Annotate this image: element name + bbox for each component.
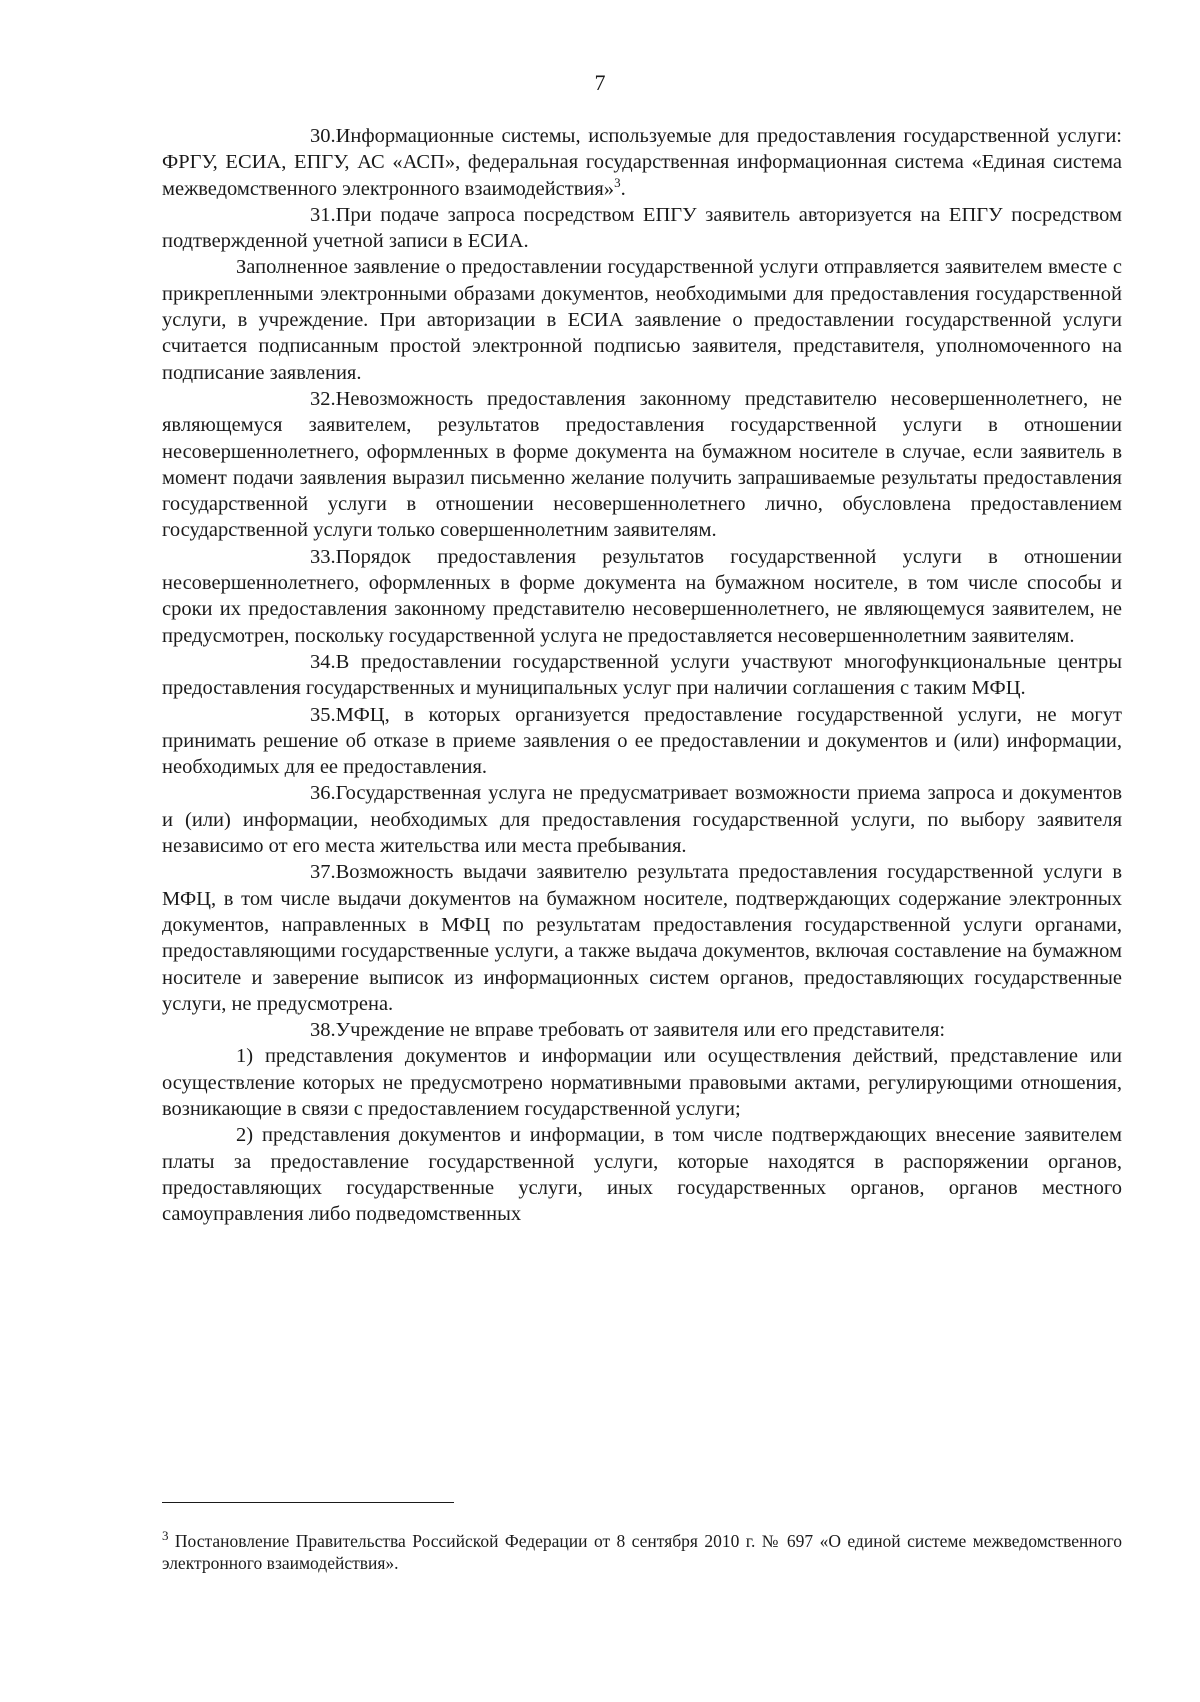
footnote-text: Постановление Правительства Российской Федерации от 8 сентября 2010 г. № 697 «О единой системе межведомственного электронного взаимодействия». bbox=[162, 1531, 1122, 1573]
paragraph-tail: . bbox=[620, 177, 626, 200]
paragraph-number: 33. bbox=[310, 545, 336, 568]
paragraph-number: 30. bbox=[310, 125, 336, 147]
paragraph-text: Учреждение не вправе требовать от заявителя или его представителя: bbox=[335, 1019, 946, 1042]
paragraph-text: Возможность выдачи заявителю результата предоставления государственной услуги в МФЦ, в том числе выдачи документов на бумажном носителе, подтверждающих содержание электронных документов, направленных в МФЦ по результатам предоставления государственной услуги органами, предоставляющими государственные услуги, а также выдача документов, включая составление на бумажном носителе и заверение выписок из информационных систем органов, предоставляющих государственные услуги, не предусмотрена. bbox=[162, 861, 1122, 1015]
paragraph-number: 35. bbox=[310, 703, 336, 726]
paragraph-36 bbox=[162, 780, 1122, 859]
paragraph-text: В предоставлении государственной услуги участвуют многофункциональные центры предоставления государственных и муниципальных услуг при наличии соглашения с таким МФЦ. bbox=[162, 650, 1122, 700]
paragraph-37 bbox=[162, 859, 1122, 1017]
paragraph-number: 31. bbox=[310, 203, 336, 226]
list-item-text: 2) представления документов и информации, в том числе подтверждающих внесение заявителем платы за предоставление государственной услуги, которые находятся в распоряжении органов, предоставляющих государственные услуги, иных государственных органов, органов местного самоуправления либо подведомственных bbox=[162, 1124, 1122, 1226]
paragraph-number: 34. bbox=[310, 650, 336, 673]
list-item-1 bbox=[162, 1043, 1122, 1122]
paragraph-31 bbox=[162, 202, 1122, 255]
paragraph-30 bbox=[162, 123, 1122, 202]
paragraph-text: Заполненное заявление о предоставлении государственной услуги отправляется заявителем вместе с прикрепленными электронными образами документов, необходимыми для предоставления государственной услуги, в учреждение. При авторизации в ЕСИА заявление о предоставлении государственной услуги считается подписанным простой электронной подписью заявителя, представителя, уполномоченного на подписание заявления. bbox=[162, 256, 1122, 384]
paragraph-35 bbox=[162, 702, 1122, 781]
footnote-mark: 3 bbox=[162, 1528, 169, 1544]
footnote-reference: 3 bbox=[614, 174, 621, 190]
document-body bbox=[162, 123, 1122, 1227]
paragraph-31-continued bbox=[162, 254, 1122, 385]
paragraph-number: 36. bbox=[310, 782, 336, 805]
paragraph-32 bbox=[162, 386, 1122, 544]
paragraph-34 bbox=[162, 649, 1122, 702]
paragraph-text: МФЦ, в которых организуется предоставление государственной услуги, не могут принимать решение об отказе в приеме заявления о ее предоставлении и документов и (или) информации, необходимых для ее предоставления. bbox=[162, 703, 1122, 779]
paragraph-number: 38. bbox=[310, 1019, 336, 1042]
list-item-2 bbox=[162, 1122, 1122, 1227]
footnote-divider bbox=[162, 1502, 454, 1503]
paragraph-text: Невозможность предоставления законному представителю несовершеннолетнего, не являющемуся заявителем, результатов предоставления государственной услуги в отношении несовершеннолетнего, оформленных в форме документа на бумажном носителе в случае, если заявитель в момент подачи заявления выразил письменно желание получить запрашиваемые результаты предоставления государственной услуги в отношении несовершеннолетнего лично, обусловлена предоставлением государственной услуги только совершеннолетним заявителям. bbox=[162, 387, 1122, 542]
list-item-text: 1) представления документов и информации или осуществления действий, представление или осуществление которых не предусмотрено нормативными правовыми актами, регулирующими отношения, возникающие в связи с предоставлением государственной услуги; bbox=[162, 1045, 1122, 1120]
paragraph-text: Порядок предоставления результатов государственной услуги в отношении несовершеннолетнего, оформленных в форме документа на бумажном носителе, в том числе способы и сроки их предоставления законному представителю несовершеннолетнего, не являющемуся заявителем, не предусмотрен, поскольку государственной услуга не предоставляется несовершеннолетним заявителям. bbox=[162, 545, 1122, 647]
paragraph-33 bbox=[162, 544, 1122, 649]
paragraph-text: При подаче запроса посредством ЕПГУ заявитель авторизуется на ЕПГУ посредством подтвержденной учетной записи в ЕСИА. bbox=[162, 203, 1122, 253]
paragraph-text: Информационные системы, используемые для предоставления государственной услуги: ФРГУ, ЕСИА, ЕПГУ, АС «АСП», федеральная государственная информационная система «Единая система межведомственного электронного взаимодействия» bbox=[162, 125, 1122, 200]
footnote bbox=[162, 1530, 1122, 1574]
paragraph-38 bbox=[162, 1017, 1122, 1043]
paragraph-number: 37. bbox=[310, 861, 336, 884]
paragraph-number: 32. bbox=[310, 387, 336, 410]
paragraph-text: Государственная услуга не предусматривает возможности приема запроса и документов и (или) информации, необходимых для предоставления государственной услуги, по выбору заявителя независимо от его места жительства или места пребывания. bbox=[162, 782, 1122, 858]
page-number: 7 bbox=[594, 70, 606, 95]
